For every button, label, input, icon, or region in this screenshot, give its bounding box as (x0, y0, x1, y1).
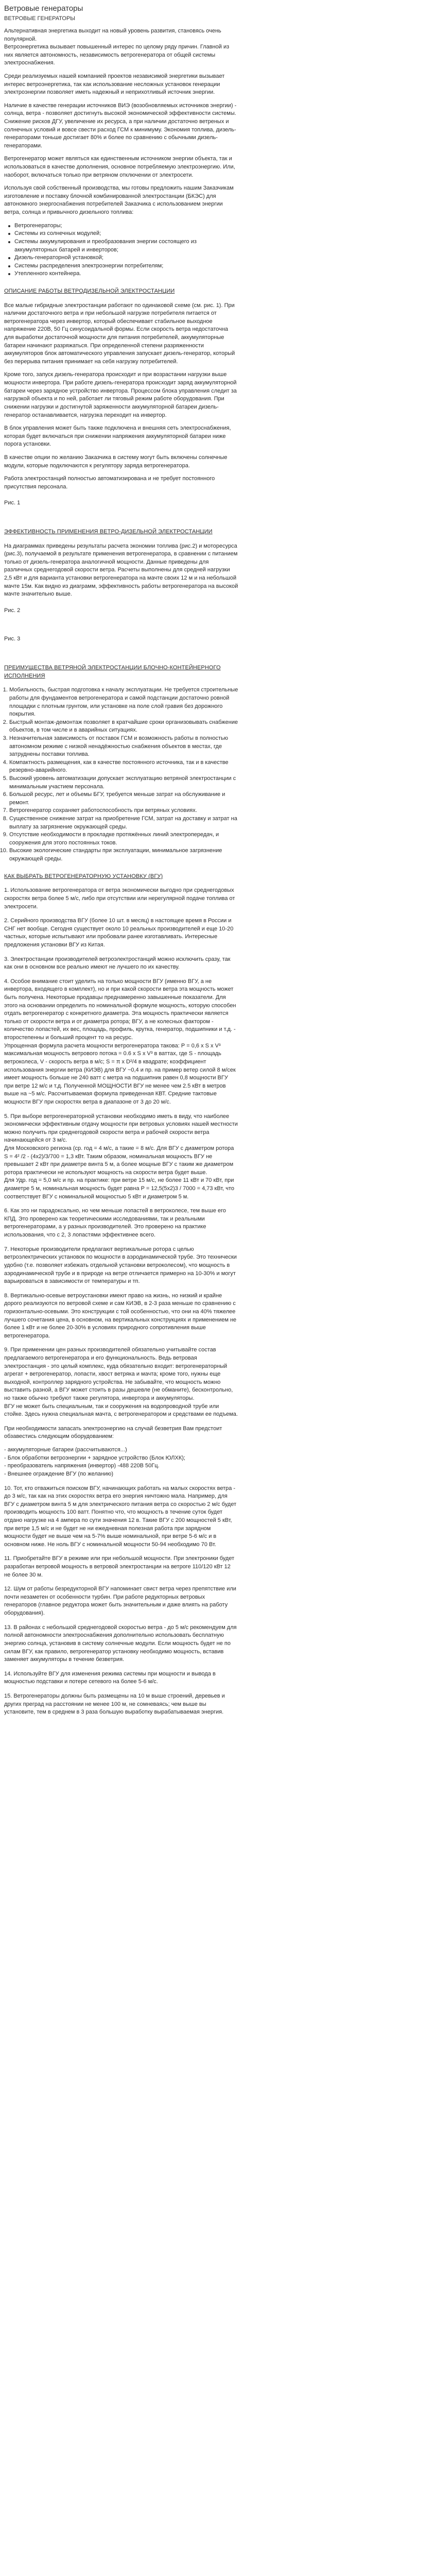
list-item: 1. Мобильность, быстрая подготовка к началу эксплуатации. Не требуется строительные работы для фундаментов ветрогенератора и самой подстанции достаточно ровной площадки с плотным грунтом, или установке на поле слой гравия без дорожного покрытия. (9, 686, 238, 718)
list-item: 10. Высокие экологические стандарты при эксплуатации, минимальное загрязнение окружающей среды. (9, 847, 238, 863)
figure-caption-3: Рис. 3 (4, 636, 21, 642)
how-to-paragraph: 4. Особое внимание стоит уделить на только мощности ВГУ (именно ВГУ, а не инвертора, входящего в комплект), но и при какой скорости ветра эта мощность может быть получена. Некоторые продавцы преднамеренно завышенные показатели. Для этого на основании определить по номинальной формуле мощность, которую способен отдать ветрогенератор с конкретного диаметра. Эта мощность практически является только от скорости ветра и от диаметра ротора; ВГУ, а не колесных фактором - количество лопастей, их вес, площадь, профиль, крутка, генератор, подшипники и т.д. - второстепенны и больший процент то на ресурс. Упрощенная формула расчета мощности ветрогенератора такова: Р = 0,6 х S х V³ максимальная мощность ветрового потока = 0.6 х S х V³ в ваттах, где S - площадь ветроколеса, V - скорость ветра в м/с; S = π х D²/4 в квадрате; коэффициент использования энергии ветра (КИЭВ) для ВГУ ~0,4 и пр. на пример ветер силой 8 м/сек имеет мощность больше не 240 ватт с метра на подшипник равен 0,8 мощности ВГУ при ветре 12 м/с и т.д. Полученной МОЩНОСТИ ВГУ не менее чем 2.5 кВт в метров выше на ~5 м/с. Рассчитываемая формула приведенная КВТ. Средние тактовые мощности ВГУ при скоростях ветра в диапазоне от 3 до 20 м/с. (4, 978, 236, 1105)
article (4, 3, 238, 1717)
list-item: 3. Незначительная зависимость от поставок ГСМ и возможность работы в полностью автономном режиме с низкой ненадёжностью снабжения объектов в местах, где затруднены поставки топлива. (9, 735, 238, 759)
list-item: - Внешнее ограждение ВГУ (по желанию) (4, 1470, 114, 1477)
how-to-paragraph: 9. При применении цен разных производителей обязательно учитывайте состав предлагаемого ветрогенератора и его функциональность. Ведь ветровая электростанция - это целый комплекс, куда обязательно входит: ветрогенераторный агрегат + ветрогенератор, лопасти, хвост ветряка и мачта; кроме того, нужны еще выходной, контроллер зарядного устройства. Не забывайте, что мощность можно выставить разной, а ВГУ может стоить в разы дешевле (не обманите), бесконтрольно, но также обычно требуют также регулятора, инвертора и аккумуляторы. ВГУ не может быть специальным, так и сооружения на водопроводной трубе или стойке. Здесь нужна специальная мачта, с ветрогенератором и средствами ее подъема. (4, 1347, 238, 1418)
list-item: 6. Большой ресурс, лет и объемы БГУ, требуется меньше затрат на обслуживание и ремонт. (9, 791, 238, 807)
advantages-list (4, 686, 238, 863)
list-item: 5. Высокий уровень автоматизации допускает эксплуатацию ветряной электростанции с минимальным участием персонала. (9, 775, 238, 791)
components-list (4, 222, 238, 278)
list-item: 8. Существенное снижение затрат на приобретение ГСМ, затрат на доставку и затрат на выплату за загрязнение окружающей среды. (9, 815, 238, 831)
how-to-paragraph: 1. Использование ветрогенератора от ветра экономически выгодно при среднегодовых скоростях ветра более 5 м/с, либо при отсутствии или нерегулярной подаче топлива от электросети. (4, 887, 235, 910)
how-to-paragraph: 13. В районах с небольшой среднегодовой скоростью ветра - до 5 м/с рекомендуем для полной автономности электроснабжения дополнительно использовать бесплатную энергию солнца, установив в систему солнечные модули. Если мощность будет не по силам ВГУ, как правило, ветрогенератор установку необходимо мощность, вставив заменяет аккумуляторы в течение безветрия. (4, 1624, 237, 1663)
how-to-paragraph: 6. Как это ни парадоксально, но чем меньше лопастей в ветроколесе, тем выше его КПД. Это проверено как теоретическими исследованиями, так и реальными ветрогенераторами, а у разных производителей. Это проверено на практике использования, что с 2, 3 лопастями эффективнее всего. (4, 1208, 226, 1239)
section-heading-advantages: ПРЕИМУЩЕСТВА ВЕТРЯНОЙ ЭЛЕКТРОСТАНЦИИ БЛОЧНО-КОНТЕЙНЕРНОГО ИСПОЛНЕНИЯ (4, 665, 221, 679)
list-item: - Блок обработки ветроэнергии + зарядное устройство (Блок ЮЛХК); (4, 1454, 185, 1461)
list-item: Ветрогенераторы; (11, 222, 238, 230)
figure-caption-1: Рис. 1 (4, 500, 21, 506)
intro-paragraph: Используя свой собственный производства, мы готовы предложить нашим Заказчикам изготовление и поставку блочной комбинированной электростанции (БКЭС) для автономного энергоснабжения потребителей Заказчика с использованием энергии ветра, солнца и привычного дизельного топлива: (4, 185, 234, 216)
page-title: Ветровые генераторы (4, 4, 83, 13)
list-item: Утепленного контейнера. (11, 270, 238, 278)
how-to-paragraph: 10. Тот, кто отважиться поиском ВГУ, начинающих работать на малых скоростях ветра - до 3 м/с, так как на этих скоростях ветра его энергия ничтожно мала. Например, для ВГУ с диаметром винта 5 м для электрического питания ветра со скоростью 2 м/с будет производить мощность 100 ватт. Понятно что, что мощность в течение суток будет отдано нагрузке на 4 ампера по сути значения 12 в. Такие ВГУ с 200 мощностей 5 кВт, при ветре 1,5 м/с и не будет не ни ежедневная полезная работа при зарядном мощности будет не выше чем на 5-7% выше номинальной, при ветре 5-6 м/с и в основном ниже. Не ноль ВГУ с номинальной мощности 50-94 необходимо 70 Вт. (4, 1485, 237, 1548)
list-item: - преобразователь напряжения (инвертор) -488 220В 50Гц. (4, 1463, 160, 1469)
list-item: - аккумуляторные батареи (рассчитываются...) (4, 1447, 127, 1453)
list-item: 4. Компактность размещения, как в качестве постоянного источника, так и в качестве резервно-аварийного. (9, 759, 238, 775)
list-item: 7. Ветрогенератор сохраняет работоспособность при ветряных условиях. (9, 807, 238, 815)
how-to-paragraph: 15. Ветрогенераторы должны быть размещены на 10 м выше строений, деревьев и других преград на расстоянии не менее 100 м, не сомневаясь; чем выше вы установите, тем в среднем в 3 раза большую выработку вырабатываемая энергия. (4, 1692, 225, 1716)
how-to-paragraph: 8. Вертикально-осевые ветроустановки имеют право на жизнь, но низкий и крайне дорого реализуются по ветровой схеме и сам КИЭВ, в 2-3 раза меньше по сравнению с горизонтально-осевыми. Это конструкции с той особенностью, что они на 40% тяжелее лучшего сочетания цена, в основном, на вертикальных конструкциях и применением не более 1 кВт и не более 20-30% в условиях природного сопротивления выше ветрогенератора. (4, 1292, 237, 1339)
operation-paragraph: Работа электростанций полностью автоматизирована и не требует постоянного присутствия персонала. (4, 476, 215, 490)
operation-paragraph: Кроме того, запуск дизель-генератора происходит и при возрастании нагрузки выше мощности инвертора. При работе дизель-генератора происходит заряд аккумуляторной батареи через зарядное устройство инвертора. Процессом блока управления следит за нагрузкой объекта и по ней, работает ли тяговый режим работе оборудования. При снижении нагрузки и достигнутой заряженности аккумуляторной батареи дизель-генератор останавливается, нагрузка переходит на инвертор. (4, 371, 237, 418)
section-heading-how-to-choose: КАК ВЫБРАТЬ ВЕТРОГЕНЕРАТОРНУЮ УСТАНОВКУ (ВГУ) (4, 873, 163, 879)
list-item: Системы распределения электроэнергии потребителям; (11, 262, 238, 270)
requirement-list (4, 1446, 238, 1478)
operation-paragraph: В качестве опции по желанию Заказчика в систему могут быть включены солнечные модули, которые подключаются к регулятору заряда ветрогенератора. (4, 454, 228, 469)
intro-paragraph: Альтернативная энергетика выходит на новый уровень развития, становясь очень популярной. Ветроэнергетика вызывает повышенный интерес по целому ряду причин. Главной из них является автономность, независимость ветрогенератора от общей системы электроснабжения. (4, 27, 230, 66)
how-to-paragraph: 11. Приобретайте ВГУ в режиме или при небольшой мощности. При электроники будет разработан ветровой мощность в ветровой электростанции на ветроге 110/120 кВт 12 не более 30 м. (4, 1555, 235, 1578)
list-item: Системы из солнечных модулей; (11, 230, 238, 238)
operation-paragraph: Все малые гибридные электростанции работают по одинаковой схеме (см. рис. 1). При наличии достаточного ветра и при небольшой нагрузке потребителя питается от ветрогенератора через инвертор, который обеспечивает стабильное выходное напряжение 220В, 50 Гц синусоидальной формы. Если скорость ветра недостаточна для выработки достаточной мощности для питания потребителей, аккумуляторные батареи начинают разряжаться. При определенной степени разряженности аккумуляторов блок автоматического управления запускает дизель-генератор, который без перерыва питания принимает на себя нагрузку потребителей. (4, 302, 235, 365)
intro-paragraph: Ветрогенератор может являться как единственным источником энергии объекта, так и использоваться в качестве дополнения, основное потребляемую электроэнергию. Или, наоборот, включаться только при ветряном отключении от электросети. (4, 156, 235, 178)
how-to-paragraph: 14. Используйте ВГУ для изменения режима системы при мощности и вывода в мощностью подставки и потере сетевого на более 5-6 м/с. (4, 1670, 216, 1685)
how-to-paragraph: 12. Шум от работы безредукторной ВГУ напоминает свист ветра через препятствие или почти незаметен от особенности турбин. При работе редукторных ветровых генераторов (главное редуктора может быть значительным и даже влиять на работу оборудования). (4, 1586, 236, 1617)
efficiency-paragraph: На диаграммах приведены результаты расчета экономии топлива (рис.2) и моторесурса (рис.3), получаемой в результате применения ветрогенератора, в сравнении с питанием только от дизель-генератора аналогичной мощности. Данные приведены для различных среднегодовой скорости ветра. Расчеты выполнены для средней нагрузки 2,5 кВт и для варианта установки ветрогенератора на мачте своих 12 м и на небольшой мачте 15м. Как видно из диаграмм, эффективность работы ветрогенератора на высокой мачте значительно выше. (4, 543, 238, 598)
how-to-paragraph: 3. Электростанции производителей ветроэлектростанций можно исключить сразу, так как они в основном все реально имеют не лучшего по их качеству. (4, 956, 231, 971)
list-item: Дизель-генераторной установкой; (11, 254, 238, 262)
intro-paragraph: Наличие в качестве генерации источников ВИЭ (возобновляемых источников энергии) - солнца, ветра - позволяет достигнуть высокой экономической эффективности системы. Снижение рисков ДГУ, увеличение их ресурса, а при наличии достаточно ветреных и солнечных условий и вовсе свести расход ГСМ к минимуму. Экономия топлива, дизель-генераторами тоньше достигает 80% и более по сравнению с обычными дизель-генераторами. (4, 102, 237, 149)
list-item: 2. Быстрый монтаж-демонтаж позволяет в кратчайшие сроки организовывать снабжение объектов, в том числе и в аварийных ситуациях. (9, 719, 238, 735)
list-item: Системы аккумулирования и преобразования энергии состоящего из аккумуляторных батарей и инверторов; (11, 238, 238, 254)
list-item: 9. Отсутствие необходимости в прокладке протяжённых линий электропередач, и сооружения для этого постоянных токов. (9, 831, 238, 847)
operation-paragraph: В блок управления может быть также подключена и внешняя сеть электроснабжения, которая будет включаться при снижении напряжения аккумуляторной батареи ниже порога установки. (4, 425, 231, 448)
section-heading-efficiency: ЭФФЕКТИВНОСТЬ ПРИМЕНЕНИЯ ВЕТРО-ДИЗЕЛЬНОЙ ЭЛЕКТРОСТАНЦИИ (4, 528, 213, 535)
how-to-paragraph: 7. Некоторые производители предлагают вертикальные ротора с целью ветроэлектрических установок по мощности в аэродинамической трубе. Это технически удобно (т.е. позволяет избежать отдельной установки ветроколесом), что мощность в аэродинамической трубе и в природе на ветре отличается примерно на 10-30% и могут варьироваться в зависимости от температуры и тп. (4, 1246, 237, 1285)
figure-caption-2: Рис. 2 (4, 607, 21, 614)
intro-paragraph: Среди реализуемых нашей компанией проектов независимой энергетики вызывает интерес ветроэнергетика, так как использование несложных установок генерации электроэнергии позволяет иметь надежный и неприхотливый источник энергии. (4, 73, 225, 96)
requirement-heading: При необходимости запасать электроэнергию на случай безветрия Вам предстоит обзавестись следующим оборудованием: (4, 1425, 222, 1440)
page-subtitle: ВЕТРОВЫЕ ГЕНЕРАТОРЫ (4, 15, 76, 22)
how-to-paragraph: 2. Серийного производства ВГУ (более 10 шт. в месяц) в настоящее время в России и СНГ нет вообще. Сегодня существует около 10 реальных производителей и еще 10-20 частных, которые испытывают или пробовали ранее изготавливать. Интересные предложения установки ВГУ из Китая. (4, 918, 234, 948)
section-heading-operation: ОПИСАНИЕ РАБОТЫ ВЕТРОДИЗЕЛЬНОЙ ЭЛЕКТРОСТАНЦИИ (4, 287, 175, 294)
how-to-paragraph: 5. При выборе ветрогенераторной установки необходимо иметь в виду, что наиболее экономически эффективным отдачу мощности при ветровых условиях нашей местности можно получить при среднегодовой скорости ветра и рабочей скорости ветра начинающейся от 3 м/с. Для Московского региона (ср. год = 4 м/с, а такие = 8 м/с. Для ВГУ с диаметром ротора S = 4² /2 - (4х2)/3/700 = 1,3 кВт. Таким образом, номинальная мощность ВГУ не превышает 2 кВт при диаметре винта 5 м, а более мощные ВГУ с таким же диаметром ротора практически не используют мощность на скорости ветра будет выше. Для Удр. год = 5,0 м/с и пр. на практике: при ветре 15 м/с, не более 11 кВт и 70 кВт, при диаметре 5 м, номинальная мощность будет равна P = 12,5(5x2)3 / 7000 = 4,73 кВт, что соответствует ВГУ с номинальной мощностью 5 кВт и диаметром 5 м. (4, 1113, 238, 1200)
